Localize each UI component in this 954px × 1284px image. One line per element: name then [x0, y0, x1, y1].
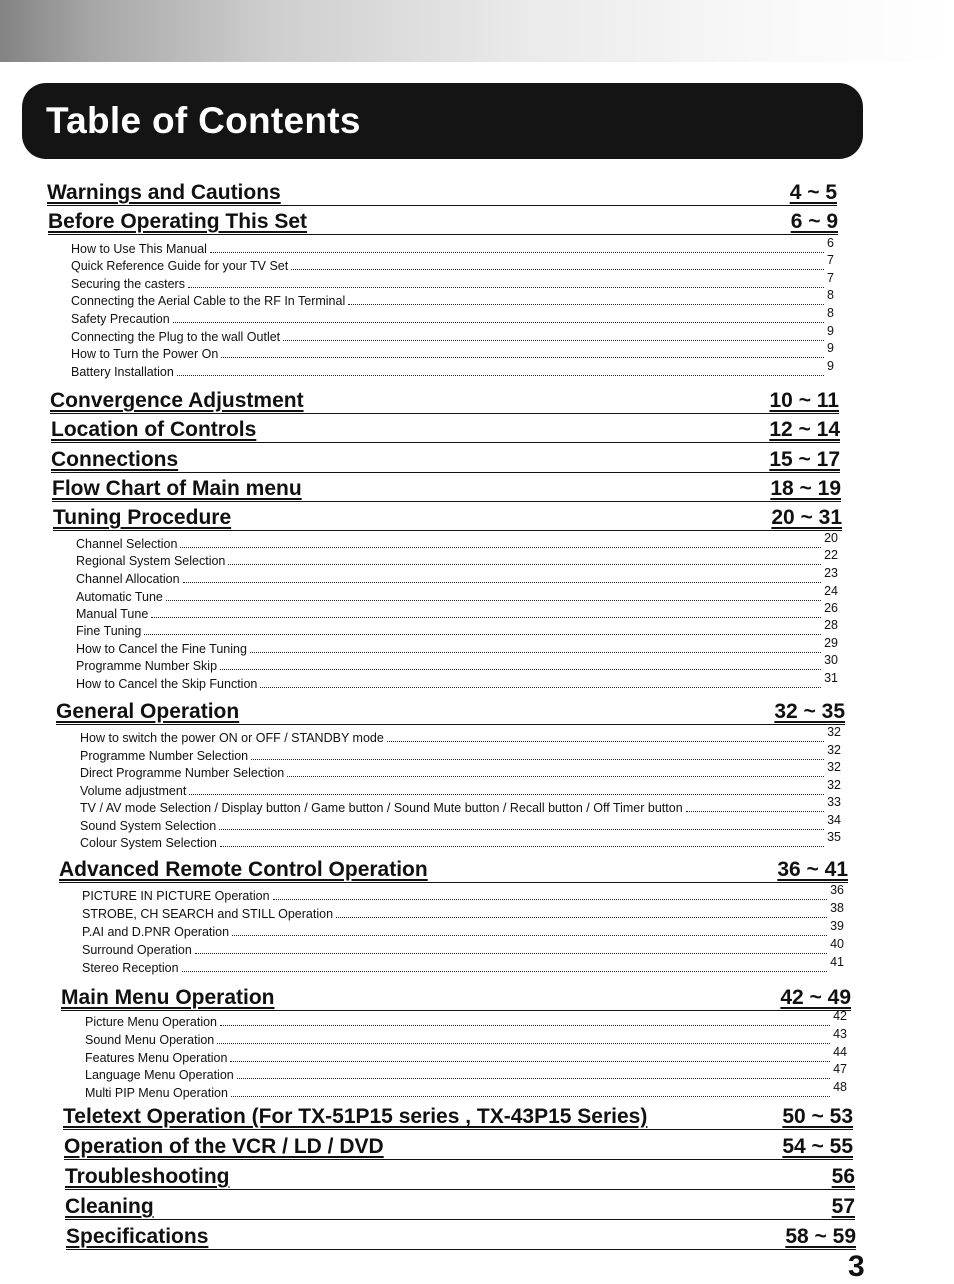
entry-page: 6 [827, 236, 834, 250]
dot-leader [273, 898, 828, 900]
section-title: Specifications [66, 1225, 209, 1248]
section-pages: 54 ~ 55 [782, 1135, 853, 1158]
section-heading[interactable] [65, 1162, 855, 1190]
entry-page: 32 [827, 743, 841, 757]
entry-page: 9 [827, 359, 834, 373]
section-title: Main Menu Operation [61, 986, 275, 1009]
dot-leader [230, 1060, 830, 1062]
section-heading[interactable] [48, 207, 838, 235]
toc-entry[interactable] [82, 919, 844, 939]
toc-entry[interactable] [76, 584, 838, 604]
toc-entry[interactable] [76, 671, 838, 691]
section-title: Troubleshooting [65, 1165, 230, 1188]
section-title: Tuning Procedure [53, 506, 232, 529]
section-pages: 10 ~ 11 [769, 389, 839, 412]
dot-leader [151, 616, 821, 618]
entry-label: Volume adjustment [80, 784, 187, 798]
toc-entry[interactable] [82, 901, 844, 921]
page-title: Table of Contents [46, 100, 361, 141]
section-title: General Operation [56, 700, 240, 723]
section-pages: 57 [831, 1195, 855, 1218]
section-heading[interactable] [61, 983, 851, 1011]
dot-leader [220, 845, 824, 847]
section-title: Operation of the VCR / LD / DVD [64, 1135, 384, 1158]
toc-entry[interactable] [85, 1027, 847, 1047]
toc-entry[interactable] [76, 548, 838, 568]
dot-leader [283, 339, 824, 341]
entry-page: 24 [824, 584, 838, 598]
page-number: 3 [848, 1250, 865, 1283]
entry-page: 36 [830, 883, 844, 897]
dot-leader [182, 970, 828, 972]
toc-entry[interactable] [71, 324, 834, 344]
dot-leader [183, 581, 822, 583]
entry-label: Channel Allocation [76, 572, 180, 586]
section-heading[interactable] [51, 415, 840, 443]
section-pages: 42 ~ 49 [780, 986, 851, 1009]
entry-label: STROBE, CH SEARCH and STILL Operation [82, 907, 334, 921]
dot-leader [336, 916, 827, 918]
section-title: Teletext Operation (For TX-51P15 series , TX-43P15 Series) [63, 1105, 648, 1128]
entry-label: TV / AV mode Selection / Display button / Game button / Sound Mute button / Recall button / Off Timer button [80, 801, 683, 815]
section-heading[interactable] [63, 1102, 853, 1130]
entry-page: 33 [827, 795, 841, 809]
toc-entry[interactable] [80, 725, 841, 745]
section-heading[interactable] [50, 386, 839, 414]
entry-page: 38 [830, 901, 844, 915]
dot-leader [686, 810, 824, 812]
section-heading[interactable] [47, 178, 837, 206]
entry-page: 32 [827, 778, 841, 792]
entry-label: Direct Programme Number Selection [80, 766, 285, 780]
entry-label: Language Menu Operation [85, 1068, 234, 1082]
toc-entry[interactable] [80, 760, 841, 780]
dot-leader [387, 740, 824, 742]
entry-label: Surround Operation [82, 943, 192, 957]
entry-page: 8 [827, 306, 834, 320]
dot-leader [232, 934, 827, 936]
entry-page: 26 [824, 601, 838, 615]
entry-label: Programme Number Skip [76, 659, 218, 673]
entry-page: 41 [830, 955, 844, 969]
dot-leader [188, 286, 824, 288]
entry-page: 43 [833, 1027, 847, 1041]
section-pages: 50 ~ 53 [782, 1105, 853, 1128]
dot-leader [237, 1077, 830, 1079]
section-pages: 6 ~ 9 [790, 210, 838, 233]
entry-page: 8 [827, 288, 834, 302]
dot-leader [250, 651, 821, 653]
toc-entry[interactable] [71, 341, 834, 361]
entry-page: 9 [827, 324, 834, 338]
entry-page: 47 [833, 1062, 847, 1076]
dot-leader [217, 1042, 830, 1044]
entry-page: 28 [824, 618, 838, 632]
section-title: Flow Chart of Main menu [52, 477, 302, 500]
entry-label: Sound System Selection [80, 819, 217, 833]
entry-page: 29 [824, 636, 838, 650]
section-title: Connections [51, 448, 179, 471]
toc-entry[interactable] [71, 306, 834, 326]
dot-leader [228, 563, 821, 565]
section-title: Location of Controls [51, 418, 257, 441]
dot-leader [291, 268, 824, 270]
entry-page: 9 [827, 341, 834, 355]
section-heading[interactable] [51, 445, 840, 473]
entry-label: How to Turn the Power On [71, 347, 219, 361]
entry-label: Programme Number Selection [80, 749, 249, 763]
dot-leader [251, 758, 824, 760]
entry-label: Connecting the Plug to the wall Outlet [71, 330, 281, 344]
toc-entry[interactable] [71, 288, 834, 308]
section-heading[interactable] [52, 474, 841, 502]
toc-entry[interactable] [76, 531, 838, 551]
dot-leader [210, 251, 824, 253]
toc-entry[interactable] [82, 883, 844, 903]
section-title: Cleaning [65, 1195, 154, 1218]
section-pages: 36 ~ 41 [777, 858, 848, 881]
entry-page: 44 [833, 1045, 847, 1059]
dot-leader [180, 546, 821, 548]
entry-label: Regional System Selection [76, 554, 226, 568]
section-pages: 4 ~ 5 [789, 181, 837, 204]
entry-label: How to Cancel the Skip Function [76, 677, 258, 691]
dot-leader [166, 599, 821, 601]
toc-entry[interactable] [71, 271, 834, 291]
toc-entry[interactable] [76, 653, 838, 673]
toc-entry[interactable] [76, 601, 838, 621]
toc-entry[interactable] [80, 813, 841, 833]
section-pages: 15 ~ 17 [769, 448, 840, 471]
dot-leader [287, 775, 824, 777]
dot-leader [195, 952, 827, 954]
entry-label: Picture Menu Operation [85, 1015, 218, 1029]
dot-leader [221, 356, 824, 358]
section-heading[interactable] [53, 503, 842, 531]
section-pages: 20 ~ 31 [771, 506, 842, 529]
dot-leader [220, 668, 821, 670]
dot-leader [348, 303, 824, 305]
entry-label: Sound Menu Operation [85, 1033, 215, 1047]
entry-label: Fine Tuning [76, 624, 142, 638]
entry-label: Quick Reference Guide for your TV Set [71, 259, 289, 273]
entry-page: 20 [824, 531, 838, 545]
toc-entry[interactable] [85, 1009, 847, 1029]
entry-page: 34 [827, 813, 841, 827]
dot-leader [231, 1095, 830, 1097]
section-heading[interactable] [65, 1192, 855, 1220]
dot-leader [220, 1024, 830, 1026]
entry-page: 35 [827, 830, 841, 844]
dot-leader [189, 793, 824, 795]
toc-entry[interactable] [76, 618, 838, 638]
section-pages: 32 ~ 35 [774, 700, 845, 723]
section-title: Convergence Adjustment [50, 389, 304, 412]
entry-page: 40 [830, 937, 844, 951]
entry-page: 42 [833, 1009, 847, 1023]
section-heading[interactable] [64, 1132, 853, 1160]
section-title: Warnings and Cautions [47, 181, 281, 204]
toc-entry[interactable] [85, 1045, 847, 1065]
toc-entry[interactable] [71, 253, 834, 273]
section-title: Advanced Remote Control Operation [59, 858, 428, 881]
entry-page: 22 [824, 548, 838, 562]
entry-page: 48 [833, 1080, 847, 1094]
entry-page: 7 [827, 253, 834, 267]
toc-entry[interactable] [85, 1062, 847, 1082]
dot-leader [219, 828, 824, 830]
entry-label: PICTURE IN PICTURE Operation [82, 889, 270, 903]
entry-label: Multi PIP Menu Operation [85, 1086, 228, 1100]
entry-label: Securing the casters [71, 277, 185, 291]
entry-page: 31 [824, 671, 838, 685]
section-heading[interactable] [59, 855, 848, 883]
entry-page: 23 [824, 566, 838, 580]
toc-entry[interactable] [82, 955, 844, 975]
toc-entry[interactable] [82, 937, 844, 957]
entry-page: 32 [827, 725, 841, 739]
entry-label: How to Cancel the Fine Tuning [76, 642, 247, 656]
entry-label: How to switch the power ON or OFF / STANDBY mode [80, 731, 384, 745]
section-heading[interactable] [56, 697, 845, 725]
entry-page: 30 [824, 653, 838, 667]
entry-label: Features Menu Operation [85, 1051, 228, 1065]
toc-entry[interactable] [80, 743, 841, 763]
toc-entry[interactable] [80, 830, 841, 850]
toc-entry[interactable] [80, 778, 841, 798]
entry-label: Manual Tune [76, 607, 149, 621]
entry-label: Channel Selection [76, 537, 178, 551]
entry-page: 39 [830, 919, 844, 933]
entry-label: Colour System Selection [80, 836, 217, 850]
dot-leader [173, 321, 824, 323]
entry-label: Connecting the Aerial Cable to the RF In Terminal [71, 294, 346, 308]
section-pages: 56 [831, 1165, 855, 1188]
toc-entry[interactable] [76, 636, 838, 656]
entry-label: Stereo Reception [82, 961, 179, 975]
toc-entry[interactable] [71, 236, 834, 256]
entry-label: Battery Installation [71, 365, 174, 379]
toc-entry[interactable] [71, 359, 834, 379]
entry-label: P.AI and D.PNR Operation [82, 925, 230, 939]
toc-entry[interactable] [80, 795, 841, 815]
toc-entry[interactable] [76, 566, 838, 586]
entry-label: How to Use This Manual [71, 242, 207, 256]
section-pages: 12 ~ 14 [769, 418, 840, 441]
entry-label: Safety Precaution [71, 312, 170, 326]
section-title: Before Operating This Set [48, 210, 308, 233]
toc-entry[interactable] [85, 1080, 847, 1100]
dot-leader [177, 374, 824, 376]
entry-label: Automatic Tune [76, 590, 163, 604]
entry-page: 32 [827, 760, 841, 774]
dot-leader [260, 686, 821, 688]
entry-page: 7 [827, 271, 834, 285]
section-pages: 18 ~ 19 [770, 477, 841, 500]
dot-leader [144, 633, 821, 635]
section-pages: 58 ~ 59 [785, 1225, 856, 1248]
section-heading[interactable] [66, 1222, 856, 1250]
